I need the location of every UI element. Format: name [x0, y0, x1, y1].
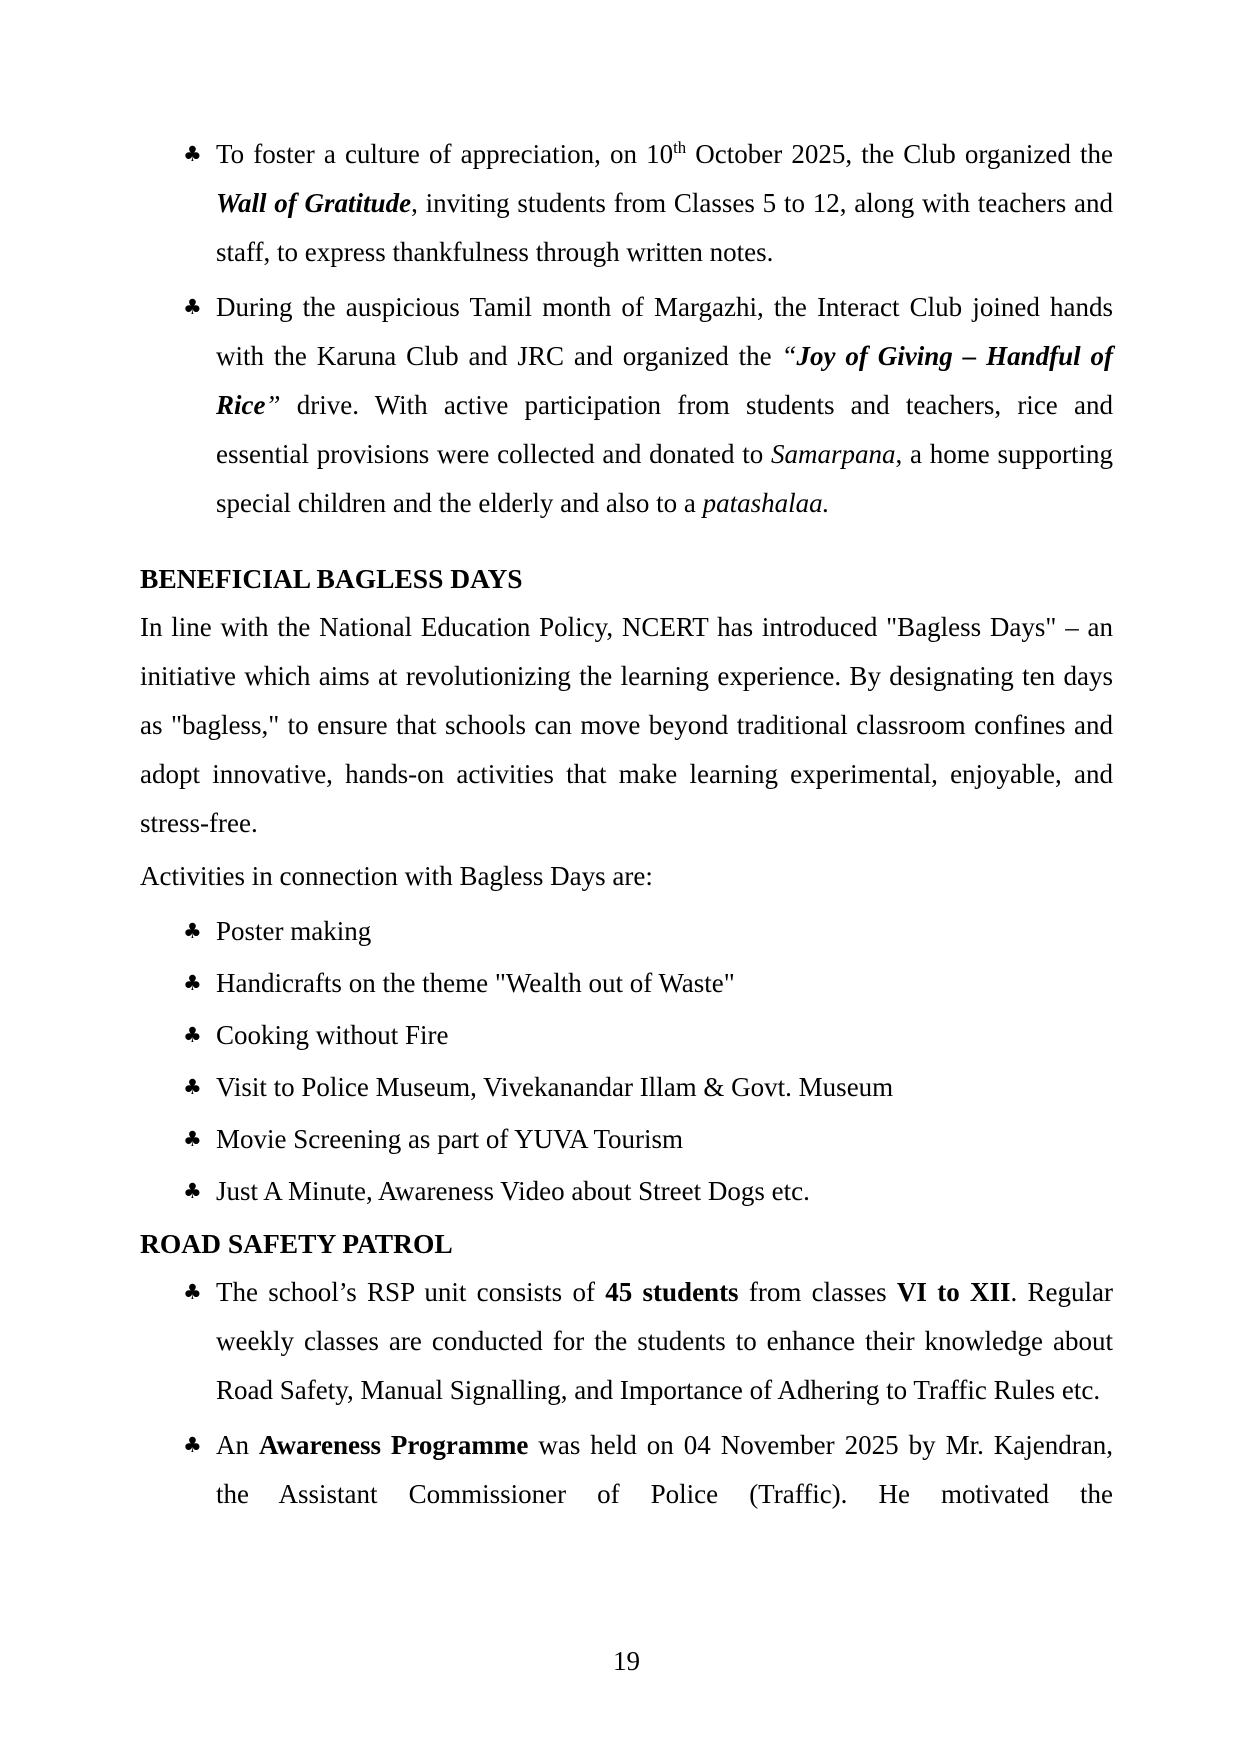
club-bullet-icon: ♣ [183, 919, 202, 943]
club-bullet-icon: ♣ [183, 1127, 202, 1151]
event-name-wall-of-gratitude: Wall of Gratitude [216, 188, 412, 218]
word-patashalaa: patashalaa. [702, 488, 830, 518]
section-heading-bagless-days: BENEFICIAL BAGLESS DAYS [140, 563, 523, 594]
club-bullet-icon: ♣ [183, 971, 202, 995]
text-run: To foster a culture of appreciation, on 10 [216, 139, 674, 169]
page-number: 19 [613, 1646, 640, 1676]
activity-label: Movie Screening as part of YUVA Tourism [216, 1124, 684, 1154]
club-bullet-icon: ♣ [183, 1075, 202, 1099]
activity-label: Cooking without Fire [216, 1020, 449, 1050]
ordinal-superscript: th [673, 138, 687, 157]
text-run: The school’s RSP unit consists of [216, 1277, 606, 1307]
club-bullet-icon: ♣ [183, 1280, 202, 1304]
text-run: . Regular weekly classes are conducted for the students to enhance their knowledge about Road Safety, Manual Signalling, and Importance of Adhering to Traffic Rules etc. [216, 1277, 1114, 1405]
list-item-awareness-programme [183, 1421, 1113, 1519]
text-run: , a home supporting special children and the elderly and also to a [216, 439, 1113, 518]
list-item-rsp-unit [183, 1268, 1113, 1415]
open-quote: “ [781, 341, 797, 371]
activity-label: Visit to Police Museum, Vivekanandar Illam & Govt. Museum [216, 1072, 894, 1102]
text-run: drive. With active participation from students and teachers, rice and essential provisions were collected and donated to [216, 390, 1113, 469]
text-run: , inviting students from Classes 5 to 12, along with teachers and staff, to express thankfulness through written notes. [216, 188, 1113, 267]
text-run: An [216, 1430, 259, 1460]
list-item-just-a-minute [183, 1167, 1113, 1216]
paragraph-bagless-intro: In line with the National Education Policy, NCERT has introduced "Bagless Days" – an initiative which aims at revolutionizing the learning experience. By designating ten days as "bagless," to ensure that schools can move beyond traditional classroom confines and adopt innovative, hands-on activities that make learning experimental, enjoyable, and stress-free. [140, 612, 1113, 838]
student-count: 45 students [605, 1277, 739, 1307]
club-bullet-icon: ♣ [183, 295, 202, 319]
list-item-poster-making [183, 907, 1113, 956]
list-item-wall-of-gratitude [183, 130, 1113, 277]
paragraph-activities-lead: Activities in connection with Bagless Days are: [140, 861, 653, 891]
club-bullet-icon: ♣ [183, 1433, 202, 1457]
paragraph-awareness-programme [216, 1421, 1113, 1519]
activity-label: Just A Minute, Awareness Video about Street Dogs etc. [216, 1176, 810, 1206]
section-heading-road-safety-patrol: ROAD SAFETY PATROL [140, 1228, 453, 1259]
event-name-awareness-programme: Awareness Programme [258, 1430, 529, 1460]
list-item-joy-of-giving [183, 283, 1113, 528]
club-bullet-icon: ♣ [183, 1179, 202, 1203]
activity-label: Poster making [216, 916, 372, 946]
list-item-cooking-without-fire [183, 1011, 1113, 1060]
club-bullet-icon: ♣ [183, 142, 202, 166]
list-item-museum-visit [183, 1063, 1113, 1112]
class-range: VI to XII [896, 1277, 1011, 1307]
list-item-handicrafts [183, 959, 1113, 1008]
text-run: was held on 04 November 2025 by Mr. Kajendran, the Assistant Commissioner of Police (Traffic). He motivated the [216, 1430, 1113, 1509]
list-item-movie-screening [183, 1115, 1113, 1164]
org-name-samarpana: Samarpana [771, 439, 896, 469]
paragraph-joy-of-giving [216, 283, 1113, 528]
text-run: October 2025, the Club organized the [686, 139, 1113, 169]
event-name-joy-of-giving: Joy of Giving – Handful of Rice [216, 341, 1114, 420]
text-run: from classes [738, 1277, 897, 1307]
club-bullet-icon: ♣ [183, 1023, 202, 1047]
text-run: During the auspicious Tamil month of Margazhi, the Interact Club joined hands with the Karuna Club and JRC and organized the [216, 292, 1113, 371]
activities-list [140, 907, 1113, 1216]
activity-label: Handicrafts on the theme "Wealth out of Waste" [216, 968, 735, 998]
paragraph-rsp-unit [216, 1268, 1113, 1415]
paragraph-wall-of-gratitude [216, 130, 1113, 277]
close-quote: ” [265, 390, 281, 420]
